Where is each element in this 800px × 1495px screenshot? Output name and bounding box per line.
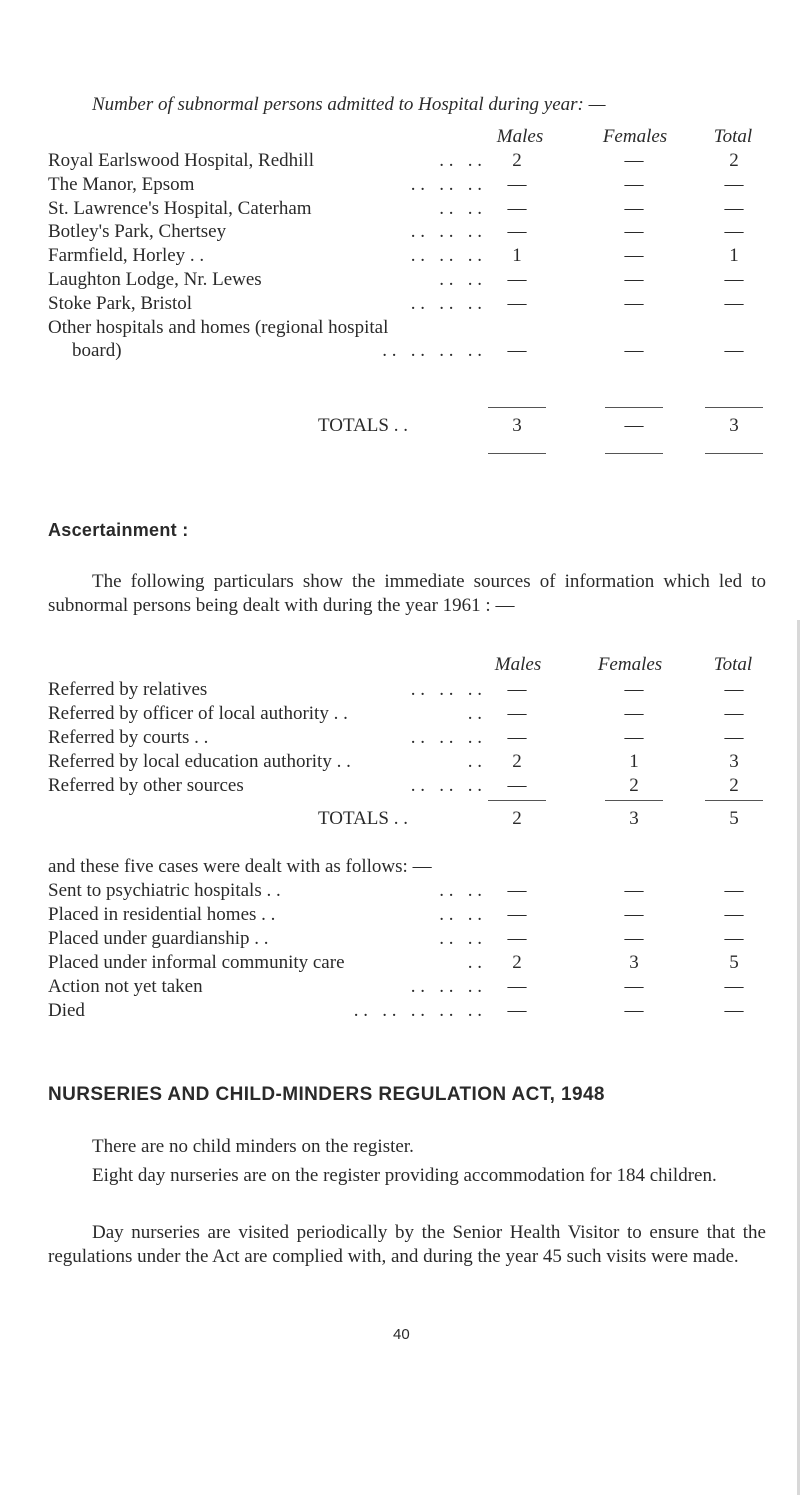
cell-females: — bbox=[624, 245, 644, 267]
row-label: Royal Earlswood Hospital, Redhill bbox=[48, 150, 314, 171]
cell-males: — bbox=[507, 173, 527, 195]
cell-total: — bbox=[724, 173, 744, 195]
cell-females: — bbox=[624, 150, 644, 171]
cell-males: — bbox=[507, 775, 527, 796]
cell-males: — bbox=[507, 340, 527, 362]
cell-males: 2 bbox=[512, 952, 522, 973]
dot-leader: . . . . bbox=[439, 928, 482, 949]
row-label: Placed under informal community care bbox=[48, 952, 345, 973]
nurseries-heading: NURSERIES AND CHILD-MINDERS REGULATION ACT, 1948 bbox=[48, 1084, 605, 1105]
ascertainment-intro: The following particulars show the immediate sources of information which led to subnormal persons being dealt with during the year 1961 : — bbox=[48, 571, 766, 616]
cell-females: — bbox=[624, 340, 644, 362]
nurseries-paragraph-1: There are no child minders on the register. bbox=[92, 1136, 414, 1157]
ascertainment-totals-total: 5 bbox=[729, 808, 739, 829]
row-label: Placed under guardianship . . bbox=[48, 928, 269, 949]
hospital-section-title: Number of subnormal persons admitted to Hospital during year: — bbox=[92, 94, 606, 115]
cell-total: 2 bbox=[729, 150, 739, 171]
cell-total: 5 bbox=[729, 952, 739, 973]
hospital-totals-females: — bbox=[624, 415, 644, 436]
cell-females: — bbox=[624, 880, 644, 901]
cell-males: — bbox=[507, 221, 527, 243]
cell-females: — bbox=[624, 928, 644, 949]
dot-leader: . . . . . . bbox=[410, 727, 482, 748]
row-label: St. Lawrence's Hospital, Caterham bbox=[48, 197, 312, 219]
dot-leader: . . . . . . bbox=[410, 221, 482, 243]
row-label: The Manor, Epsom bbox=[48, 173, 195, 195]
ascertainment-totals-label: TOTALS . . bbox=[318, 808, 408, 829]
dot-leader: . . . . bbox=[439, 269, 482, 290]
nurseries-paragraph-3: Day nurseries are visited periodically by the Senior Health Visitor to ensure that the regulations under the Act are complied with, and during the year 45 such visits were made. bbox=[48, 1222, 766, 1267]
dot-leader: . . bbox=[467, 703, 482, 724]
cell-total: — bbox=[724, 727, 744, 748]
cell-males: — bbox=[507, 727, 527, 748]
cell-females: — bbox=[624, 221, 644, 243]
row-label: board) bbox=[72, 340, 122, 362]
dot-leader: . . . . . . bbox=[410, 245, 482, 267]
cell-males: — bbox=[507, 976, 527, 997]
cell-females: — bbox=[624, 173, 644, 195]
cell-females: — bbox=[624, 269, 644, 290]
rule bbox=[488, 800, 546, 801]
rule bbox=[488, 407, 546, 408]
cell-males: 2 bbox=[512, 150, 522, 171]
cell-total: — bbox=[724, 880, 744, 901]
dot-leader: . . . . . . bbox=[410, 292, 482, 314]
row-label: Referred by officer of local authority . . bbox=[48, 703, 348, 724]
rule bbox=[488, 453, 546, 454]
cell-total: — bbox=[724, 292, 744, 314]
row-label: Botley's Park, Chertsey bbox=[48, 221, 227, 243]
dot-leader: . . . . bbox=[439, 880, 482, 901]
cell-total: — bbox=[724, 221, 744, 243]
col-header-females: Females bbox=[602, 126, 668, 147]
row-label: Referred by other sources bbox=[48, 775, 244, 796]
cell-males: — bbox=[507, 679, 527, 700]
dot-leader: . . . . . . bbox=[410, 173, 482, 195]
cell-males: — bbox=[507, 904, 527, 925]
rule bbox=[605, 800, 663, 801]
cell-females: 2 bbox=[629, 775, 639, 796]
row-label: Sent to psychiatric hospitals . . bbox=[48, 880, 281, 901]
rule bbox=[605, 407, 663, 408]
cell-males: 1 bbox=[512, 245, 522, 267]
row-label: Referred by courts . . bbox=[48, 727, 209, 748]
row-label: Placed in residential homes . . bbox=[48, 904, 276, 925]
row-label: Farmfield, Horley . . bbox=[48, 245, 205, 267]
cell-females: — bbox=[624, 197, 644, 219]
cell-total: — bbox=[724, 904, 744, 925]
cell-males: 2 bbox=[512, 751, 522, 772]
hospital-totals-males: 3 bbox=[512, 415, 522, 436]
cell-males: — bbox=[507, 928, 527, 949]
col-header-total: Total bbox=[713, 654, 753, 675]
dot-leader: . . . . . . bbox=[410, 679, 482, 700]
row-label: Laughton Lodge, Nr. Lewes bbox=[48, 269, 262, 290]
cell-total: — bbox=[724, 976, 744, 997]
cell-males: — bbox=[507, 703, 527, 724]
dot-leader: . . bbox=[467, 751, 482, 772]
row-label: Other hospitals and homes (regional hospital bbox=[48, 316, 389, 338]
row-label: Stoke Park, Bristol bbox=[48, 292, 193, 314]
cell-total: — bbox=[724, 1000, 744, 1021]
cell-total: 1 bbox=[729, 245, 739, 267]
cell-females: — bbox=[624, 292, 644, 314]
cell-females: — bbox=[624, 703, 644, 724]
cell-females: — bbox=[624, 679, 644, 700]
dot-leader: . . . . . . . . bbox=[382, 340, 482, 362]
cell-total: — bbox=[724, 703, 744, 724]
col-header-females: Females bbox=[597, 654, 663, 675]
hospital-totals-total: 3 bbox=[729, 415, 739, 436]
cell-males: — bbox=[507, 880, 527, 901]
cell-females: — bbox=[624, 904, 644, 925]
row-label: Died bbox=[48, 1000, 85, 1021]
cell-females: — bbox=[624, 727, 644, 748]
cell-total: — bbox=[724, 679, 744, 700]
cell-males: — bbox=[507, 1000, 527, 1021]
dot-leader: . . . . bbox=[439, 904, 482, 925]
dot-leader: . . . . bbox=[439, 150, 482, 171]
page-number: 40 bbox=[393, 1326, 410, 1343]
cell-females: 1 bbox=[629, 751, 639, 772]
cell-males: — bbox=[507, 197, 527, 219]
ascertainment-totals-females: 3 bbox=[629, 808, 639, 829]
followup-intro: and these five cases were dealt with as follows: — bbox=[48, 856, 432, 877]
cell-males: — bbox=[507, 269, 527, 290]
col-header-total: Total bbox=[713, 126, 753, 147]
row-label: Action not yet taken bbox=[48, 976, 203, 997]
dot-leader: . . bbox=[467, 952, 482, 973]
cell-total: — bbox=[724, 269, 744, 290]
dot-leader: . . . . . . . . . . bbox=[353, 1000, 482, 1021]
ascertainment-totals-males: 2 bbox=[512, 808, 522, 829]
cell-total: 3 bbox=[729, 751, 739, 772]
cell-males: — bbox=[507, 292, 527, 314]
dot-leader: . . . . . . bbox=[410, 976, 482, 997]
dot-leader: . . . . bbox=[439, 197, 482, 219]
cell-females: — bbox=[624, 976, 644, 997]
cell-total: — bbox=[724, 340, 744, 362]
row-label: Referred by local education authority . . bbox=[48, 751, 351, 772]
row-label: Referred by relatives bbox=[48, 679, 208, 700]
cell-total: — bbox=[724, 197, 744, 219]
col-header-males: Males bbox=[496, 126, 544, 147]
ascertainment-heading: Ascertainment : bbox=[48, 520, 189, 540]
cell-total: — bbox=[724, 928, 744, 949]
rule bbox=[705, 407, 763, 408]
cell-total: 2 bbox=[729, 775, 739, 796]
cell-females: — bbox=[624, 1000, 644, 1021]
rule bbox=[705, 453, 763, 454]
cell-females: 3 bbox=[629, 952, 639, 973]
rule bbox=[605, 453, 663, 454]
nurseries-paragraph-2: Eight day nurseries are on the register providing accommodation for 184 children. bbox=[92, 1165, 717, 1186]
col-header-males: Males bbox=[494, 654, 542, 675]
hospital-totals-label: TOTALS . . bbox=[318, 415, 408, 436]
dot-leader: . . . . . . bbox=[410, 775, 482, 796]
rule bbox=[705, 800, 763, 801]
